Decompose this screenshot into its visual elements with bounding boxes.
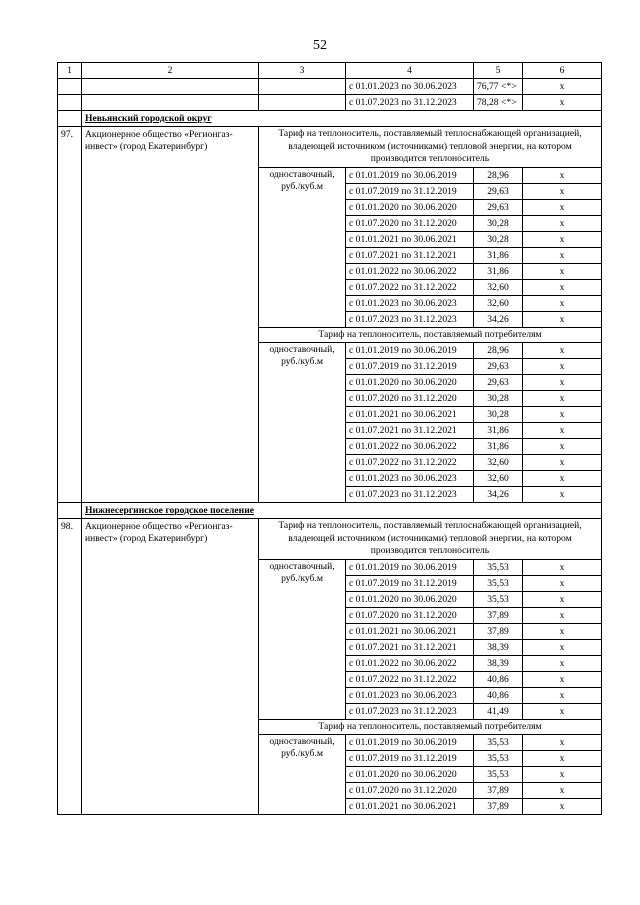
period-cell: с 01.07.2021 по 31.12.2021 <box>346 639 474 655</box>
period-cell: с 01.01.2021 по 30.06.2021 <box>346 407 474 423</box>
value-cell: 30,28 <box>474 215 523 231</box>
header-cell: 1 <box>58 63 82 79</box>
marker-cell: x <box>523 799 602 815</box>
value-cell: 29,63 <box>474 359 523 375</box>
marker-cell: x <box>523 215 602 231</box>
period-cell: с 01.07.2023 по 31.12.2023 <box>346 703 474 719</box>
marker-cell: x <box>523 455 602 471</box>
period-cell: с 01.01.2023 по 30.06.2023 <box>346 295 474 311</box>
period-cell: с 01.07.2020 по 31.12.2020 <box>346 391 474 407</box>
value-cell: 41,49 <box>474 703 523 719</box>
table-row <box>58 95 602 111</box>
marker-cell: x <box>523 407 602 423</box>
period-cell: с 01.07.2019 по 31.12.2019 <box>346 359 474 375</box>
period-cell: с 01.01.2020 по 30.06.2020 <box>346 767 474 783</box>
marker-cell: x <box>523 311 602 327</box>
marker-cell: x <box>523 95 602 111</box>
tariff-heading: Тариф на теплоноситель, поставляемый теплоснабжающей организацией, владеющей источником (источниками) тепловой энергии, на котором производится теплоноситель <box>259 127 602 168</box>
period-cell: с 01.07.2022 по 31.12.2022 <box>346 671 474 687</box>
header-cell: 3 <box>259 63 346 79</box>
marker-cell: x <box>523 751 602 767</box>
marker-cell: x <box>523 375 602 391</box>
marker-cell: x <box>523 783 602 799</box>
organization-name: Акционерное общество «Регионгаз-инвест» (город Екатеринбург) <box>82 519 259 815</box>
value-cell: 38,39 <box>474 655 523 671</box>
period-cell: с 01.01.2020 по 30.06.2020 <box>346 375 474 391</box>
marker-cell: x <box>523 767 602 783</box>
header-cell: 4 <box>346 63 474 79</box>
period-cell: с 01.01.2023 по 30.06.2023 <box>346 471 474 487</box>
period-cell: с 01.01.2019 по 30.06.2019 <box>346 559 474 575</box>
value-cell: 30,28 <box>474 391 523 407</box>
marker-cell: x <box>523 231 602 247</box>
value-cell: 28,96 <box>474 343 523 359</box>
period-cell: с 01.07.2020 по 31.12.2020 <box>346 607 474 623</box>
section-title: Нижнесергинское городское поселение <box>82 503 602 519</box>
value-cell: 35,53 <box>474 575 523 591</box>
page-number: 52 <box>313 38 327 53</box>
period-cell: с 01.01.2019 по 30.06.2019 <box>346 167 474 183</box>
unit-cell: одноставочный, руб./куб.м <box>259 167 346 327</box>
empty-cell <box>58 111 82 127</box>
marker-cell: x <box>523 655 602 671</box>
marker-cell: x <box>523 735 602 751</box>
period-cell: с 01.01.2021 по 30.06.2021 <box>346 623 474 639</box>
marker-cell: x <box>523 623 602 639</box>
tariff-heading: Тариф на теплоноситель, поставляемый потребителям <box>259 719 602 735</box>
marker-cell: x <box>523 607 602 623</box>
marker-cell: x <box>523 183 602 199</box>
marker-cell: x <box>523 295 602 311</box>
tariff-heading: Тариф на теплоноситель, поставляемый теплоснабжающей организацией, владеющей источником (источниками) тепловой энергии, на котором производится теплоноситель <box>259 519 602 560</box>
marker-cell: x <box>523 199 602 215</box>
period-cell: с 01.07.2023 по 31.12.2023 <box>346 95 474 111</box>
period-cell: с 01.07.2021 по 31.12.2021 <box>346 423 474 439</box>
value-cell: 32,60 <box>474 455 523 471</box>
block-heading-row <box>58 519 602 560</box>
period-cell: с 01.01.2019 по 30.06.2019 <box>346 735 474 751</box>
value-cell: 40,86 <box>474 671 523 687</box>
marker-cell: x <box>523 559 602 575</box>
marker-cell: x <box>523 703 602 719</box>
period-cell: с 01.07.2023 по 31.12.2023 <box>346 311 474 327</box>
section-title-row <box>58 503 602 519</box>
unit-cell: одноставочный, руб./куб.м <box>259 343 346 503</box>
period-cell: с 01.01.2020 по 30.06.2020 <box>346 199 474 215</box>
header-row <box>58 63 602 79</box>
period-cell: с 01.07.2019 по 31.12.2019 <box>346 183 474 199</box>
period-cell: с 01.01.2023 по 30.06.2023 <box>346 79 474 95</box>
value-cell: 29,63 <box>474 183 523 199</box>
marker-cell: x <box>523 471 602 487</box>
period-cell: с 01.01.2021 по 30.06.2021 <box>346 231 474 247</box>
value-cell: 40,86 <box>474 687 523 703</box>
tariff-heading: Тариф на теплоноситель, поставляемый потребителям <box>259 327 602 343</box>
period-cell: с 01.07.2019 по 31.12.2019 <box>346 575 474 591</box>
value-cell: 30,28 <box>474 231 523 247</box>
period-cell: с 01.01.2022 по 30.06.2022 <box>346 263 474 279</box>
table-row <box>58 79 602 95</box>
marker-cell: x <box>523 391 602 407</box>
period-cell: с 01.07.2022 по 31.12.2022 <box>346 455 474 471</box>
period-cell: с 01.07.2023 по 31.12.2023 <box>346 487 474 503</box>
marker-cell: x <box>523 687 602 703</box>
empty-cell <box>58 79 82 95</box>
marker-cell: x <box>523 263 602 279</box>
value-cell: 31,86 <box>474 247 523 263</box>
period-cell: с 01.01.2022 по 30.06.2022 <box>346 439 474 455</box>
value-cell: 76,77 <*> <box>474 79 523 95</box>
period-cell: с 01.07.2020 по 31.12.2020 <box>346 215 474 231</box>
period-cell: с 01.01.2023 по 30.06.2023 <box>346 687 474 703</box>
empty-cell <box>259 79 346 95</box>
value-cell: 32,60 <box>474 295 523 311</box>
entry-number: 98. <box>58 519 82 815</box>
value-cell: 29,63 <box>474 199 523 215</box>
value-cell: 37,89 <box>474 623 523 639</box>
period-cell: с 01.07.2019 по 31.12.2019 <box>346 751 474 767</box>
empty-cell <box>58 95 82 111</box>
organization-name: Акционерное общество «Регионгаз-инвест» (город Екатеринбург) <box>82 127 259 503</box>
value-cell: 32,60 <box>474 471 523 487</box>
tariff-table <box>57 62 602 815</box>
period-cell: с 01.07.2022 по 31.12.2022 <box>346 279 474 295</box>
block-heading-row <box>58 127 602 168</box>
marker-cell: x <box>523 575 602 591</box>
empty-cell <box>259 95 346 111</box>
value-cell: 37,89 <box>474 607 523 623</box>
marker-cell: x <box>523 439 602 455</box>
value-cell: 35,53 <box>474 735 523 751</box>
header-cell: 2 <box>82 63 259 79</box>
value-cell: 28,96 <box>474 167 523 183</box>
unit-cell: одноставочный, руб./куб.м <box>259 559 346 719</box>
marker-cell: x <box>523 279 602 295</box>
period-cell: с 01.01.2021 по 30.06.2021 <box>346 799 474 815</box>
value-cell: 32,60 <box>474 279 523 295</box>
value-cell: 37,89 <box>474 799 523 815</box>
value-cell: 35,53 <box>474 767 523 783</box>
value-cell: 34,26 <box>474 487 523 503</box>
tariff-table-body <box>58 63 602 815</box>
period-cell: с 01.01.2019 по 30.06.2019 <box>346 343 474 359</box>
empty-cell <box>82 79 259 95</box>
value-cell: 35,53 <box>474 591 523 607</box>
value-cell: 30,28 <box>474 407 523 423</box>
marker-cell: x <box>523 359 602 375</box>
value-cell: 78,28 <*> <box>474 95 523 111</box>
section-title-row <box>58 111 602 127</box>
period-cell: с 01.07.2020 по 31.12.2020 <box>346 783 474 799</box>
marker-cell: x <box>523 639 602 655</box>
value-cell: 31,86 <box>474 439 523 455</box>
marker-cell: x <box>523 343 602 359</box>
value-cell: 35,53 <box>474 751 523 767</box>
marker-cell: x <box>523 487 602 503</box>
value-cell: 31,86 <box>474 263 523 279</box>
marker-cell: x <box>523 423 602 439</box>
empty-cell <box>58 503 82 519</box>
value-cell: 34,26 <box>474 311 523 327</box>
value-cell: 37,89 <box>474 783 523 799</box>
period-cell: с 01.01.2020 по 30.06.2020 <box>346 591 474 607</box>
marker-cell: x <box>523 247 602 263</box>
entry-number: 97. <box>58 127 82 503</box>
marker-cell: x <box>523 79 602 95</box>
marker-cell: x <box>523 591 602 607</box>
period-cell: с 01.01.2022 по 30.06.2022 <box>346 655 474 671</box>
value-cell: 38,39 <box>474 639 523 655</box>
unit-cell: одноставочный, руб./куб.м <box>259 735 346 815</box>
value-cell: 31,86 <box>474 423 523 439</box>
header-cell: 5 <box>474 63 523 79</box>
marker-cell: x <box>523 671 602 687</box>
period-cell: с 01.07.2021 по 31.12.2021 <box>346 247 474 263</box>
marker-cell: x <box>523 167 602 183</box>
value-cell: 35,53 <box>474 559 523 575</box>
header-cell: 6 <box>523 63 602 79</box>
value-cell: 29,63 <box>474 375 523 391</box>
empty-cell <box>82 95 259 111</box>
section-title: Невьянский городской округ <box>82 111 602 127</box>
